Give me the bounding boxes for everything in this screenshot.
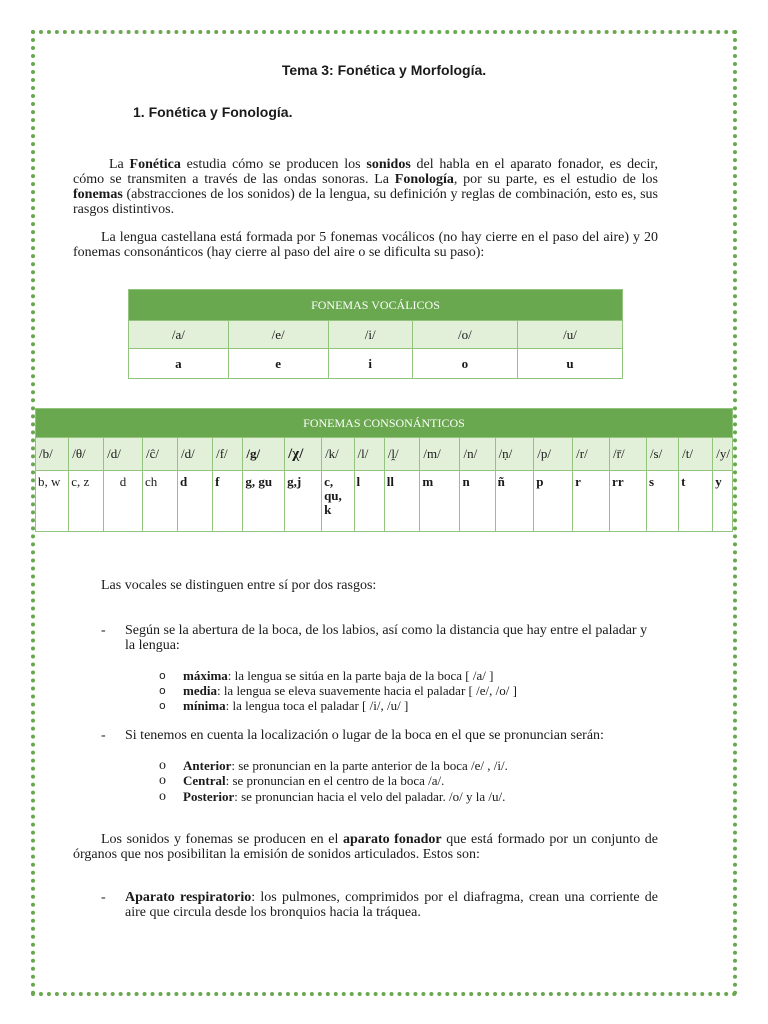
term: Posterior [183, 789, 235, 804]
circle-bullet-icon: o [159, 773, 166, 788]
text-span: : se pronuncian hacia el velo del paladar. /o/ y la /u/. [234, 789, 506, 804]
consonant-phoneme-row [36, 438, 733, 471]
consonant-phoneme-cell: /t/ [679, 438, 713, 471]
text-span: : la lengua se sitúa en la parte baja de la boca [ /a/ ] [227, 668, 494, 683]
consonant-phoneme-cell: /χ/ [285, 438, 322, 471]
vowel-letter-cell: i [328, 349, 412, 379]
term: mínima [183, 698, 226, 713]
text-span: : la lengua se eleva suavemente hacia el paladar [ /e/, /o/ ] [216, 683, 517, 698]
text-span: Según se la abertura de la boca, de los labios, así como la distancia que hay entre el paladar y la lengua: [125, 623, 648, 653]
text-span: : la lengua toca el paladar [ /i/, /u/ ] [225, 698, 409, 713]
vowel-phoneme-row [129, 321, 623, 349]
consonant-letter-cell: ll [384, 471, 420, 532]
intro-paragraph-1 [73, 157, 658, 217]
text-span: : se pronuncian en la parte anterior de la boca /e/ , /i/. [231, 758, 508, 773]
consonant-letter-cell: ch [143, 471, 178, 532]
document-title: Tema 3: Fonética y Morfología. [281, 62, 487, 78]
vowel-phoneme-cell: /i/ [328, 321, 412, 349]
text-span: Si tenemos en cuenta la localización o lugar de la boca en el que se pronuncian serán: [125, 728, 604, 743]
dash-bullet: - [101, 890, 106, 905]
dash-bullet: - [101, 728, 106, 743]
text-span: del habla en el aparato fonador, es decir, cómo se transmiten a través de las ondas sonoras. La [73, 157, 658, 187]
aperture-item-maxima [159, 668, 494, 683]
consonant-letter-cell: g,j [285, 471, 322, 532]
consonant-letter-cell: p [534, 471, 573, 532]
consonant-phoneme-cell: /l/ [354, 438, 384, 471]
dash-bullet: - [101, 623, 106, 638]
consonant-letter-cell: f [213, 471, 243, 532]
circle-bullet-icon: o [159, 789, 166, 804]
consonant-letter-cell: rr [610, 471, 647, 532]
term-fonetica: Fonética [129, 157, 181, 172]
consonant-phoneme-cell: /f/ [213, 438, 243, 471]
consonant-phoneme-cell: /b/ [36, 438, 69, 471]
consonant-phoneme-cell: /p/ [534, 438, 573, 471]
vowel-phoneme-cell: /u/ [517, 321, 622, 349]
circle-bullet-icon: o [159, 758, 166, 773]
consonant-letter-cell: d [104, 471, 143, 532]
consonant-phoneme-cell: /n/ [460, 438, 495, 471]
trait-item-location [101, 728, 658, 743]
consonant-letter-cell: l [354, 471, 384, 532]
consonant-letter-cell: d [177, 471, 212, 532]
term: Aparato respiratorio [125, 890, 252, 905]
consonant-phoneme-cell: /d/ [104, 438, 143, 471]
consonant-phoneme-cell: /s/ [646, 438, 678, 471]
term-fonologia: Fonología [394, 172, 454, 187]
consonant-phoneme-cell: /k/ [322, 438, 354, 471]
circle-bullet-icon: o [159, 684, 166, 697]
apparatus-item-respiratorio [101, 890, 658, 920]
term: Anterior [183, 758, 232, 773]
intro-paragraph-2 [73, 230, 658, 260]
consonant-phonemes-table [35, 408, 733, 532]
trait-item-aperture [101, 623, 658, 653]
consonant-phoneme-cell: /y/ [713, 438, 733, 471]
circle-bullet-icon: o [159, 699, 166, 712]
vowel-phoneme-cell: /e/ [228, 321, 328, 349]
term-fonemas: fonemas [73, 187, 123, 202]
text-span: : se pronuncian en el centro de la boca /a/. [225, 773, 445, 788]
consonant-letter-cell: r [573, 471, 610, 532]
term: Central [183, 773, 226, 788]
vowel-phonemes-table [128, 289, 623, 379]
consonant-phoneme-cell: /r̄/ [610, 438, 647, 471]
text-span: , por su parte, es el estudio de los [453, 172, 658, 187]
consonant-phoneme-cell: /g/ [243, 438, 285, 471]
aperture-item-minima [159, 698, 409, 713]
vowel-phoneme-cell: /o/ [412, 321, 517, 349]
consonant-letter-cell: n [460, 471, 495, 532]
term-aparato-fonador: aparato fonador [342, 832, 442, 847]
consonant-phoneme-cell: /ĉ/ [143, 438, 178, 471]
text-span: : los pulmones, comprimidos por el diafragma, crean una corriente de aire que circula desde los bronquios hacia la tráquea. [125, 890, 658, 920]
text-span: estudia cómo se producen los [180, 157, 367, 172]
consonant-letter-cell: c, qu, k [322, 471, 354, 532]
aperture-item-media [159, 683, 517, 698]
consonant-letter-cell: ñ [495, 471, 534, 532]
location-item-posterior [159, 789, 506, 804]
term: media [183, 683, 217, 698]
consonant-phoneme-cell: /ḽ/ [384, 438, 420, 471]
consonant-phoneme-cell: /θ/ [69, 438, 104, 471]
consonant-phoneme-cell: /ṇ/ [495, 438, 534, 471]
consonant-phoneme-cell: /r/ [573, 438, 610, 471]
vowel-letter-row [129, 349, 623, 379]
location-item-central [159, 773, 445, 788]
vowel-traits-intro: Las vocales se distinguen entre sí por dos rasgos: [101, 578, 377, 593]
consonant-letter-cell: t [679, 471, 713, 532]
consonant-phoneme-cell: /d/ [177, 438, 212, 471]
text-span: que está formado por un conjunto de órganos que nos posibilitan la emisión de sonidos articulados. Estos son: [73, 832, 658, 862]
consonant-letter-cell: g, gu [243, 471, 285, 532]
consonant-letter-cell: m [420, 471, 460, 532]
vowel-letter-cell: e [228, 349, 328, 379]
consonant-letter-cell: s [646, 471, 678, 532]
apparatus-paragraph [73, 832, 658, 862]
vowel-phoneme-cell: /a/ [129, 321, 229, 349]
vowel-letter-cell: o [412, 349, 517, 379]
text-span: La [109, 157, 130, 172]
consonant-table-header: FONEMAS CONSONÁNTICOS [36, 409, 733, 438]
vowel-letter-cell: u [517, 349, 622, 379]
location-item-anterior [159, 758, 508, 773]
term-sonidos: sonidos [366, 157, 411, 172]
consonant-letter-cell: b, w [36, 471, 69, 532]
section-heading: 1. Fonética y Fonología. [133, 104, 293, 120]
consonant-letter-cell: y [713, 471, 733, 532]
vowel-table-header: FONEMAS VOCÁLICOS [129, 290, 623, 321]
consonant-letter-row [36, 471, 733, 532]
circle-bullet-icon: o [159, 669, 166, 682]
consonant-letter-cell: c, z [69, 471, 104, 532]
text-span: Los sonidos y fonemas se producen en el [101, 832, 343, 847]
vowel-letter-cell: a [129, 349, 229, 379]
text-span: La lengua castellana está formada por 5 fonemas vocálicos (no hay cierre en el paso del aire) y 20 fonemas consonánticos (hay cierre al paso del aire o se dificulta su paso): [73, 230, 658, 260]
consonant-phoneme-cell: /m/ [420, 438, 460, 471]
text-span: (abstracciones de los sonidos) de la lengua, su definición y reglas de combinación, esto es, sus rasgos distintivos. [73, 187, 658, 217]
term: máxima [183, 668, 228, 683]
